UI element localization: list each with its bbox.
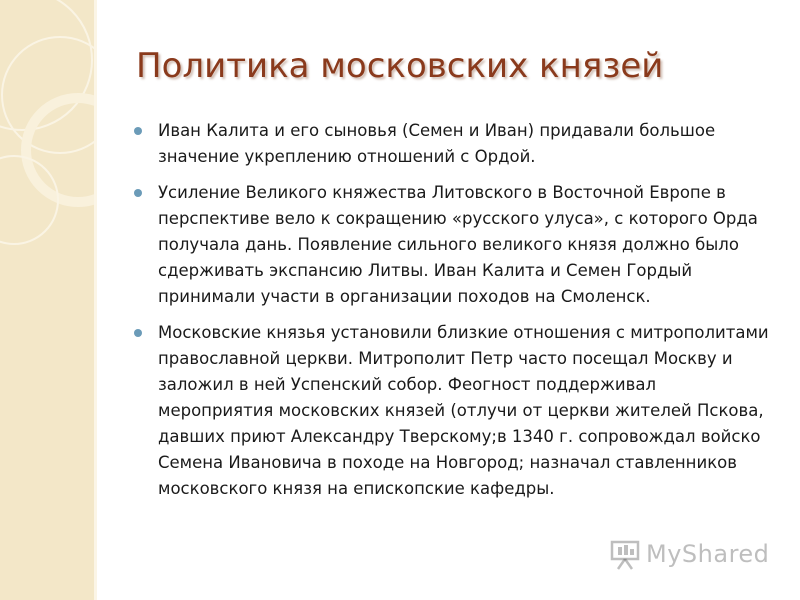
decorative-circles bbox=[0, 0, 94, 600]
watermark bbox=[608, 534, 769, 574]
bullet-dot-icon bbox=[134, 189, 142, 197]
presentation-board-icon bbox=[608, 537, 642, 571]
slide-title: Политика московских князей bbox=[136, 46, 664, 86]
bullet-text: Иван Калита и его сыновья (Семен и Иван) придавали большое значение укреплению отношений с Ордой. bbox=[158, 121, 716, 166]
bullet-text: Усиление Великого княжества Литовского в Восточной Европе в перспективе вело к сокращению «русского улуса», с которого Орда получала дань. Появление сильного великого князя должно было сдерживать экспансию Литвы. Иван Калита и Семен Гордый принимали участи в организации походов на Смоленск. bbox=[158, 183, 758, 306]
bullet-list bbox=[132, 118, 772, 512]
bullet-item bbox=[132, 180, 772, 310]
bullet-dot-icon bbox=[134, 329, 142, 337]
decorative-side-band bbox=[0, 0, 94, 600]
bullet-item bbox=[132, 118, 772, 170]
bullet-dot-icon bbox=[134, 127, 142, 135]
side-divider bbox=[94, 0, 97, 600]
bullet-item bbox=[132, 320, 772, 502]
watermark-text: MyShared bbox=[646, 540, 770, 568]
bullet-text: Московские князья установили близкие отношения с митрополитами православной церкви. Митрополит Петр часто посещал Москву и заложил в ней Успенский собор. Феогност поддерживал мероприятия московских князей (отлучи от церкви жителей Пскова, давших приют Александру Тверскому;в 1340 г. сопровождал войско Семена Ивановича в походе на Новгород; назначал ставленников московского князя на епископские кафедры. bbox=[158, 323, 769, 498]
